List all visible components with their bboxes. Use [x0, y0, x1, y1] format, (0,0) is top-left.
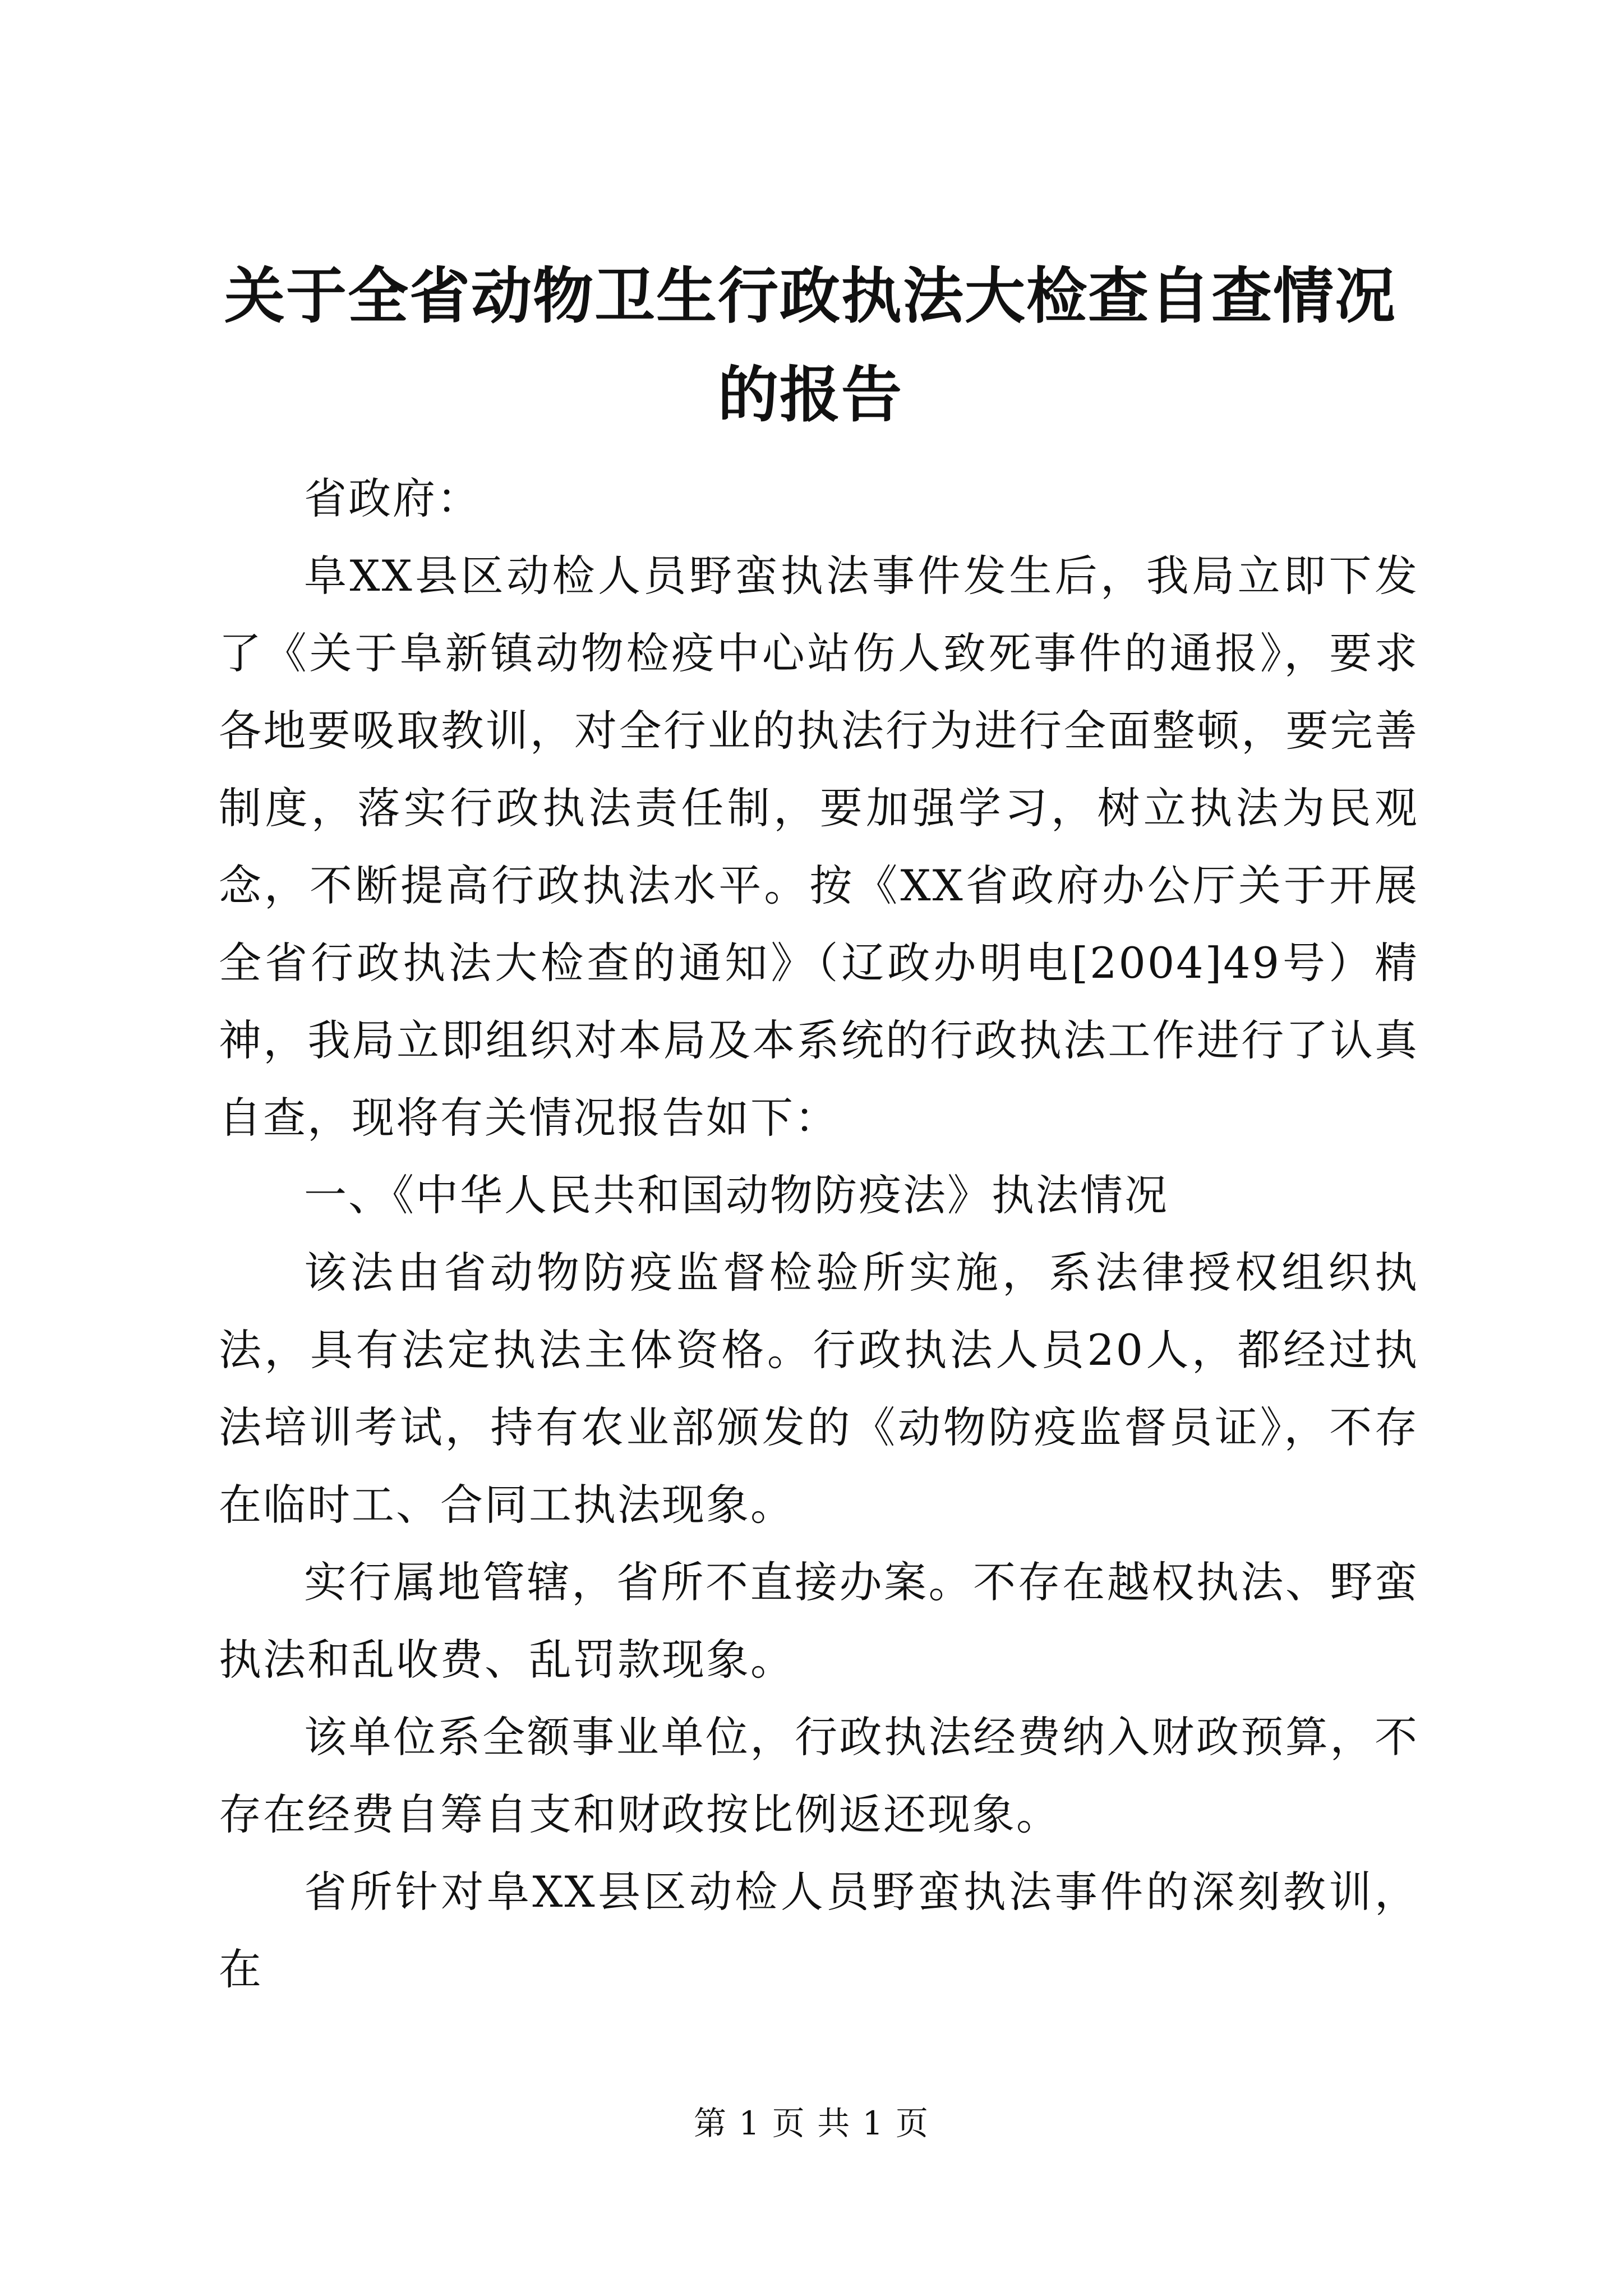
salutation: 省政府：: [304, 473, 481, 523]
document-body: [219, 460, 1419, 2008]
page-number-footer: 第 1 页 共 1 页: [694, 2104, 929, 2142]
paragraph-4: 该单位系全额事业单位，行政执法经费纳入财政预算，不存在经费自筹自支和财政按比例返还现象。: [219, 1712, 1419, 1839]
document-title: 关于全省动物卫生行政执法大检查自查情况的报告: [224, 261, 1396, 430]
paragraph-5: 省所针对阜XX县区动检人员野蛮执法事件的深刻教训，在: [219, 1867, 1419, 1994]
section-heading-1: 一、《中华人民共和国动物防疫法》执法情况: [304, 1170, 1169, 1220]
paragraph-1: 阜XX县区动检人员野蛮执法事件发生后，我局立即下发了《关于阜新镇动物检疫中心站伤人致死事件的通报》，要求各地要吸取教训，对全行业的执法行为进行全面整顿，要完善制度，落实行政执法责任制，要加强学习，树立执法为民观念，不断提高行政执法水平。按《XX省政府办公厅关于开展全省行政执法大检查的通知》（辽政办明电[2004]49号）精神，我局立即组织对本局及本系统的行政执法工作进行了认真自查，现将有关情况报告如下：: [219, 551, 1419, 1143]
paragraph-2: 该法由省动物防疫监督检验所实施，系法律授权组织执法，具有法定执法主体资格。行政执法人员20人，都经过执法培训考试，持有农业部颁发的《动物防疫监督员证》，不存在临时工、合同工执法现象。: [219, 1248, 1419, 1530]
paragraph-3: 实行属地管辖，省所不直接办案。不存在越权执法、野蛮执法和乱收费、乱罚款现象。: [219, 1557, 1419, 1685]
